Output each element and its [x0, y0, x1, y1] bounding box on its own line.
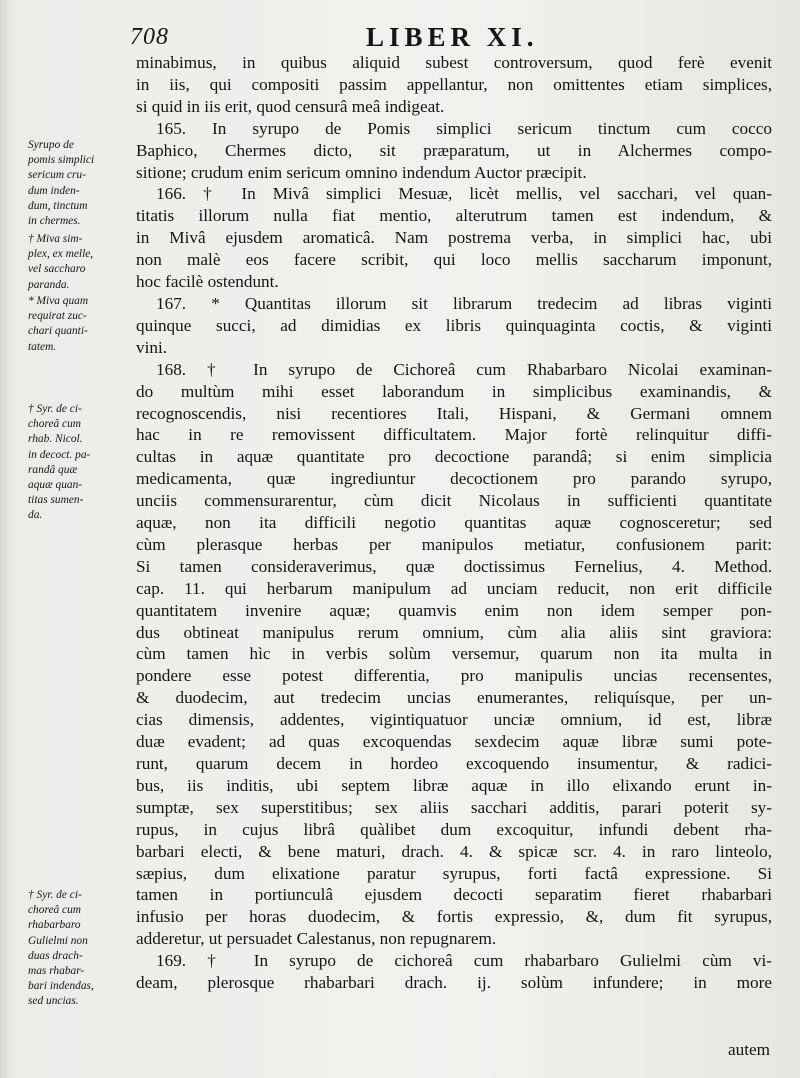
marginal-note-line: requirat zuc- — [28, 310, 87, 323]
text-line: medicamenta, quæ ingrediuntur decoctionem pro parando syrupo, — [136, 469, 772, 489]
marginal-note-line: choreâ cum — [28, 904, 82, 917]
text-line: infusio per horas duodecim, & fortis expressio, &, dum fit syrupus, — [136, 907, 772, 927]
marginal-note-line: † Syr. de ci- — [28, 403, 82, 415]
page-header — [130, 22, 770, 54]
marginal-note-line: bari indendas, — [28, 980, 94, 993]
marginal-note-line: sericum cru- — [28, 169, 86, 182]
marginal-note-miva-simplex — [28, 232, 130, 293]
marginal-note-line: chari quanti- — [28, 325, 88, 338]
marginal-note-line: choreâ cum — [28, 418, 82, 431]
text-line: 166. † In Mivâ simplici Mesuæ, licèt mellis, vel sacchari, vel quan- — [156, 184, 772, 204]
marginal-note-syrupus-gulielmi — [28, 888, 130, 1010]
text-line: aquæ, non ita difficili negotio quantitas aquæ cognosceretur; sed — [136, 513, 772, 533]
text-line: sumptæ, sex superstitibus; sex aliis sacchari additis, parari poterit sy- — [136, 797, 772, 817]
text-line: cias dimensis, addentes, vigintiquatuor unciæ omnium, id est, libræ — [136, 710, 772, 730]
marginal-note-miva-quantitas — [28, 294, 130, 355]
text-line: cultas in aquæ quantitate pro decoctione parandâ; si enim simplicia — [136, 447, 772, 467]
text-line: runt, quarum decem in hordeo excoquendo insumentur, & radici- — [136, 754, 772, 773]
text-line: in Mivâ ejusdem aromaticâ. Nam postrema verba, in simplici hac, ubi — [136, 228, 772, 248]
marginal-note-line: Syrupo de — [28, 139, 74, 151]
text-line: cùm tamen hìc in verbis solùm versemur, quarum non ita multa in — [136, 644, 772, 664]
marginal-note-line: pomis simplici — [28, 154, 95, 167]
text-line: & duodecim, aut tredecim uncias enumerantes, reliquísque, per un- — [136, 688, 772, 708]
text-line: hoc facilè ostendunt. — [136, 272, 279, 292]
text-line: adderetur, ut persuadet Calestanus, non repugnarem. — [136, 929, 497, 949]
marginal-note-line: dum, tinctum — [28, 199, 88, 212]
text-line: quantitatem invenire aquæ; quamvis enim non idem semper pon- — [136, 600, 772, 620]
text-line: Baphico, Chermes dicto, sit præparatum, ut in Alchermes compo- — [136, 140, 772, 160]
marginal-note-line: * Miva quam — [28, 295, 89, 307]
marginal-note-line: mas rhabar- — [28, 965, 85, 978]
marginal-note-line: vel saccharo — [28, 263, 86, 276]
marginal-note-line: aquæ quan- — [28, 479, 83, 492]
text-line: 169. † In syrupo de cichoreâ cum rhabarbaro Gulielmi cùm vi- — [156, 951, 772, 971]
marginal-note-line: in chermes. — [28, 215, 81, 228]
text-line: duæ evadent; ad quas excoquendas sexdecim aquæ libræ sumi pote- — [136, 732, 772, 752]
text-line: non malè eos facere scribit, qui loco mellis saccharum imponunt, — [136, 250, 772, 270]
text-line: Si tamen consideraverimus, quæ doctissimus Fernelius, 4. Method. — [136, 556, 772, 576]
text-line: hac in re removissent difficultatem. Major fortè relinquitur diffi- — [136, 425, 772, 445]
catchword: autem — [728, 1040, 770, 1059]
marginal-note-line: titas sumen- — [28, 494, 84, 507]
text-line: in iis, qui compositi passim appellantur, non omittentes etiam simplices, — [136, 74, 772, 94]
text-line: 167. * Quantitas illorum sit librarum tredecim ad libras viginti — [156, 293, 772, 313]
text-line: tamen in portiunculâ ejusdem decocti separatim fieret rhabarbari — [136, 885, 772, 905]
text-line: sitione; crudum enim sericum omnino indendum Auctor præcipit. — [136, 162, 587, 182]
marginal-note-line: sed uncias. — [28, 995, 79, 1008]
text-line: do multùm mihi esset laborandum in simplicibus examinandis, & — [136, 381, 772, 401]
marginal-note-line: † Miva sim- — [28, 233, 83, 245]
text-line: vini. — [136, 337, 168, 357]
text-line: 165. In syrupo de Pomis simplici sericum tinctum cum cocco — [156, 118, 772, 138]
page-number: 708 — [130, 24, 169, 50]
marginal-note-line: † Syr. de ci- — [28, 889, 82, 901]
marginal-note-line: randâ quæ — [28, 463, 78, 476]
marginal-note-line: tatem. — [28, 340, 57, 353]
text-line: unciis commensurarentur, cùm dicit Nicolaus in sufficienti quantitate — [136, 491, 772, 511]
marginal-note-line: rhabarbaro — [28, 919, 81, 932]
text-line: titatis illorum nulla fiat mentio, alterutrum tamen est indendum, & — [136, 206, 772, 226]
text-line: barbari electi, & bene maturi, drach. 4. & spicæ scr. 4. in raro linteolo, — [136, 841, 772, 861]
marginal-note-line: paranda. — [28, 278, 70, 291]
marginal-note-syrupus-de-pomis — [28, 138, 130, 229]
text-line: pondere esse potest differentia, pro manipulis uncias recensentes, — [136, 666, 772, 686]
marginal-note-line: rhab. Nicol. — [28, 433, 83, 446]
text-line: si quid in iis erit, quod censurâ meâ indigeat. — [136, 96, 445, 116]
marginal-note-line: dum inden- — [28, 184, 80, 197]
marginal-note-line: plex, ex melle, — [28, 248, 94, 261]
text-line: cùm plerasque herbas per manipulos metiatur, confusionem parit: — [136, 534, 772, 554]
marginal-note-line: da. — [28, 509, 43, 522]
marginal-note-line: Gulielmi non — [28, 934, 88, 947]
text-line: 168. † In syrupo de Cichoreâ cum Rhabarbaro Nicolai examinan- — [156, 359, 772, 379]
text-line: minabimus, in quibus aliquid subest controversum, quod ferè evenit — [136, 53, 772, 72]
main-text-block — [136, 52, 772, 994]
text-line: bus, iis inditis, ubi septem libræ aquæ in illo elixando erunt in- — [136, 775, 772, 795]
text-line: dus obtineat manipulus rerum omnium, cùm alia aliis sint graviora: — [136, 622, 772, 642]
marginal-note-line: duas drach- — [28, 949, 83, 962]
text-line: deam, plerosque rhabarbari drach. ij. solùm infundere; in more — [136, 973, 772, 993]
marginal-note-syrupus-nicolai — [28, 402, 130, 524]
text-line: rupus, in cujus librâ quàlibet dum excoquitur, infundi debent rha- — [136, 819, 772, 839]
text-line: sæpius, dum elixatione paratur syrupus, forti factâ expressione. Si — [136, 863, 772, 883]
marginal-note-line: in decoct. pa- — [28, 448, 91, 461]
text-line: cap. 11. qui herbarum manipulum ad unciam reducit, non erit difficile — [136, 578, 772, 598]
text-line: recognoscendis, nisi recentiores Itali, Hispani, & Germani omnem — [136, 403, 772, 423]
running-head: LIBER XI. — [366, 22, 539, 52]
text-line: quinque succi, ad dimidias ex libris quinquaginta coctis, & viginti — [136, 315, 772, 335]
